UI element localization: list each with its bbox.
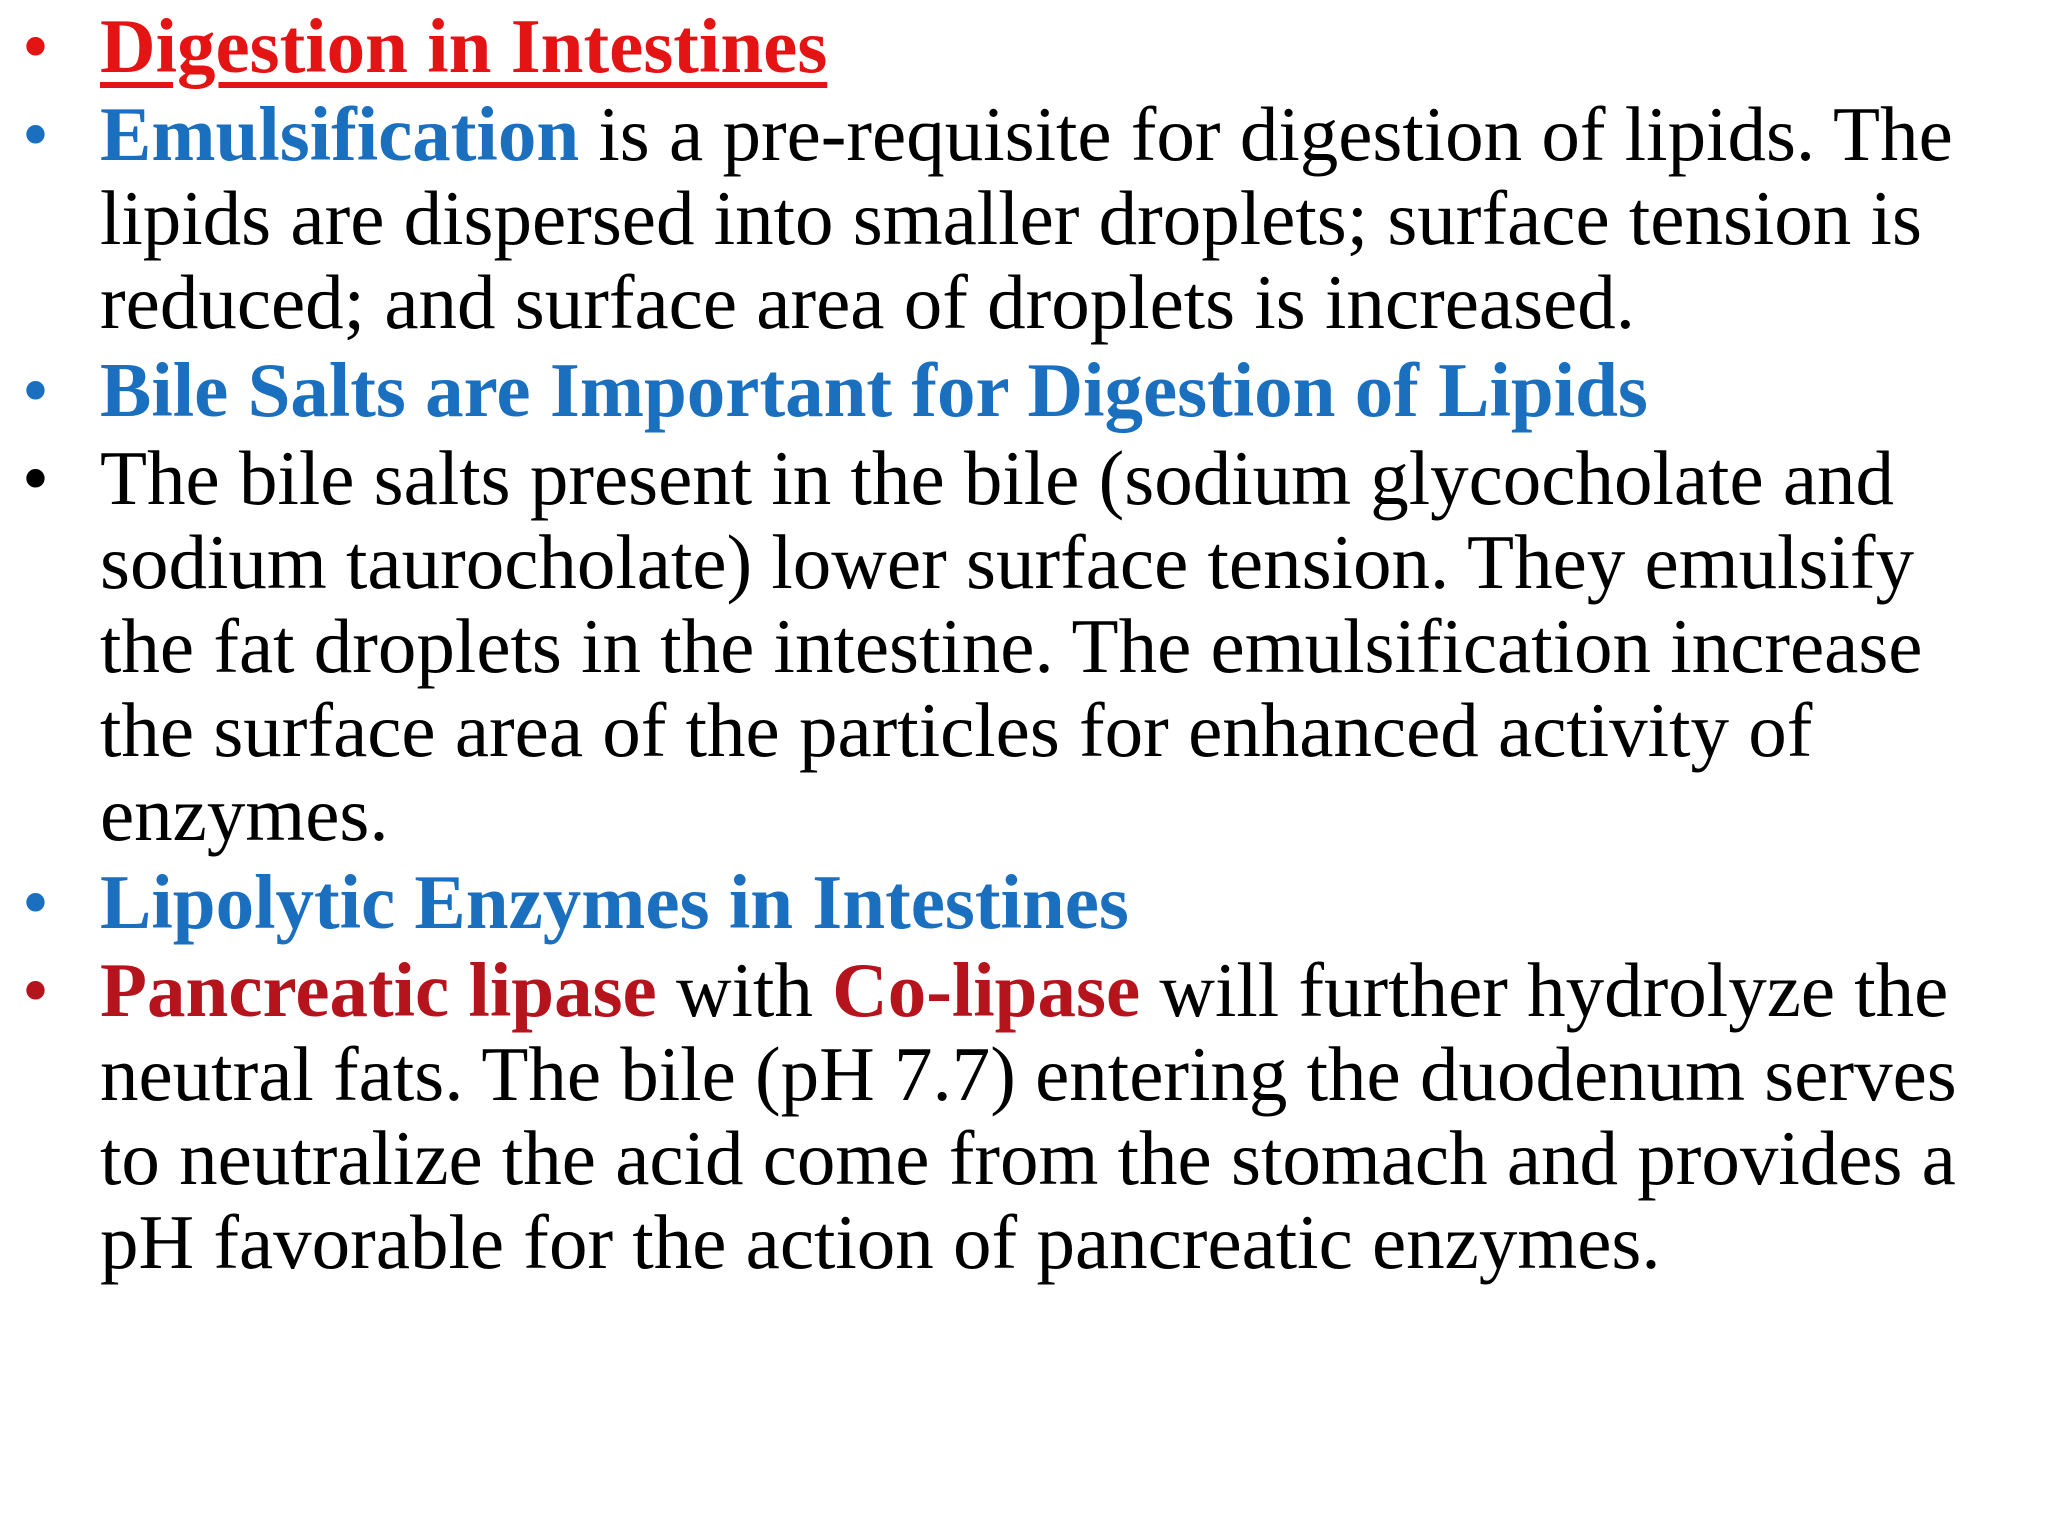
pancreatic-text: will further hydrolyze the neutral fats. The bile (pH 7.7) entering the duodenum serves to neutralize the acid come from the stomach and provides a pH favorable for the action of pancreatic enzymes.: [100, 947, 1957, 1285]
lipolytic-heading: Lipolytic Enzymes in Intestines: [100, 859, 1129, 945]
emulsification-text: is a pre-requisite for digestion of lipids. The lipids are dispersed into smaller droplets; surface tension is reduced; and surface area of droplets is increased.: [100, 91, 1953, 345]
bullet-list: [22, 4, 2018, 1284]
emulsification-term: Emulsification: [100, 91, 580, 177]
bullet-dot-icon: •: [22, 859, 49, 945]
bullet-bile-salts-heading: [22, 348, 2018, 432]
bullet-pancreatic: [22, 948, 2018, 1284]
bile-salts-heading: Bile Salts are Important for Digestion of Lipids: [100, 347, 1648, 433]
co-lipase-term: Co-lipase: [832, 947, 1141, 1033]
bullet-dot-icon: •: [22, 435, 49, 521]
bullet-dot-icon: •: [22, 91, 49, 177]
bullet-dot-icon: •: [22, 347, 49, 433]
bullet-dot-icon: •: [22, 947, 49, 1033]
bullet-title: [22, 4, 2018, 88]
pancreatic-connector: with: [656, 947, 833, 1033]
bile-salts-text: The bile salts present in the bile (sodium glycocholate and sodium taurocholate) lower surface tension. They emulsify the fat droplets in the intestine. The emulsification increase the surface area of the particles for enhanced activity of enzymes.: [100, 435, 1923, 857]
pancreatic-lipase-term: Pancreatic lipase: [100, 947, 657, 1033]
bullet-bile-salts-text: [22, 436, 2018, 856]
slide-title: Digestion in Intestines: [100, 3, 828, 89]
bullet-lipolytic-heading: [22, 860, 2018, 944]
bullet-emulsification: [22, 92, 2018, 344]
bullet-dot-icon: •: [22, 3, 49, 89]
